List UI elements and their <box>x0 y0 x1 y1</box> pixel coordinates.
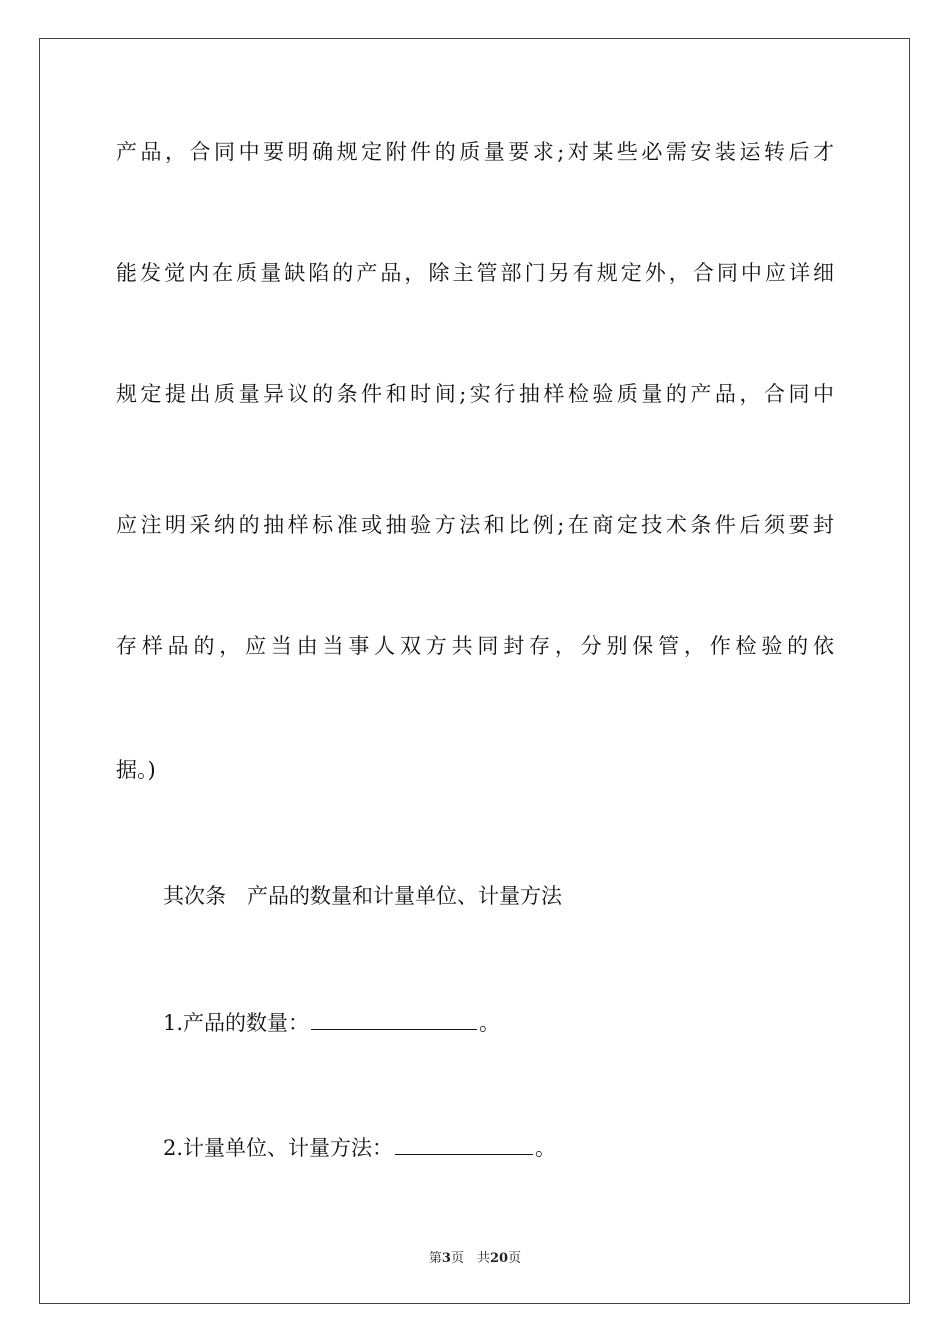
item-unit-method <box>163 1134 556 1162</box>
item-quantity-label: 1.产品的数量： <box>163 1011 310 1035</box>
page-footer <box>0 1247 950 1266</box>
footer-suffix: 页 <box>508 1251 522 1266</box>
paragraph-line-5: 存样品的，应当由当事人双方共同封存，分别保管，作检验的依 <box>116 634 834 658</box>
item-quantity <box>163 1009 500 1037</box>
paragraph-line-1: 产品，合同中要明确规定附件的质量要求;对某些必需安装运转后才 <box>116 140 834 164</box>
footer-mid: 页 共 <box>450 1251 490 1266</box>
unit-method-blank <box>395 1134 533 1155</box>
footer-page-total: 20 <box>489 1251 509 1266</box>
paragraph-line-2: 能发觉内在质量缺陷的产品，除主管部门另有规定外，合同中应详细 <box>116 261 834 285</box>
footer-page-number: 3 <box>441 1251 451 1266</box>
section-heading: 其次条 产品的数量和计量单位、计量方法 <box>163 884 562 908</box>
item-unit-method-label: 2.计量单位、计量方法： <box>163 1136 394 1160</box>
item-quantity-suffix: 。 <box>479 1011 501 1035</box>
quantity-blank <box>311 1009 477 1030</box>
page-frame <box>39 38 910 1304</box>
footer-prefix: 第 <box>428 1251 442 1266</box>
item-unit-method-suffix: 。 <box>535 1136 557 1160</box>
paragraph-line-3: 规定提出质量异议的条件和时间;实行抽样检验质量的产品，合同中 <box>116 382 834 406</box>
paragraph-line-6: 据。) <box>116 758 156 782</box>
paragraph-line-4: 应注明采纳的抽样标准或抽验方法和比例;在商定技术条件后须要封 <box>116 513 834 537</box>
